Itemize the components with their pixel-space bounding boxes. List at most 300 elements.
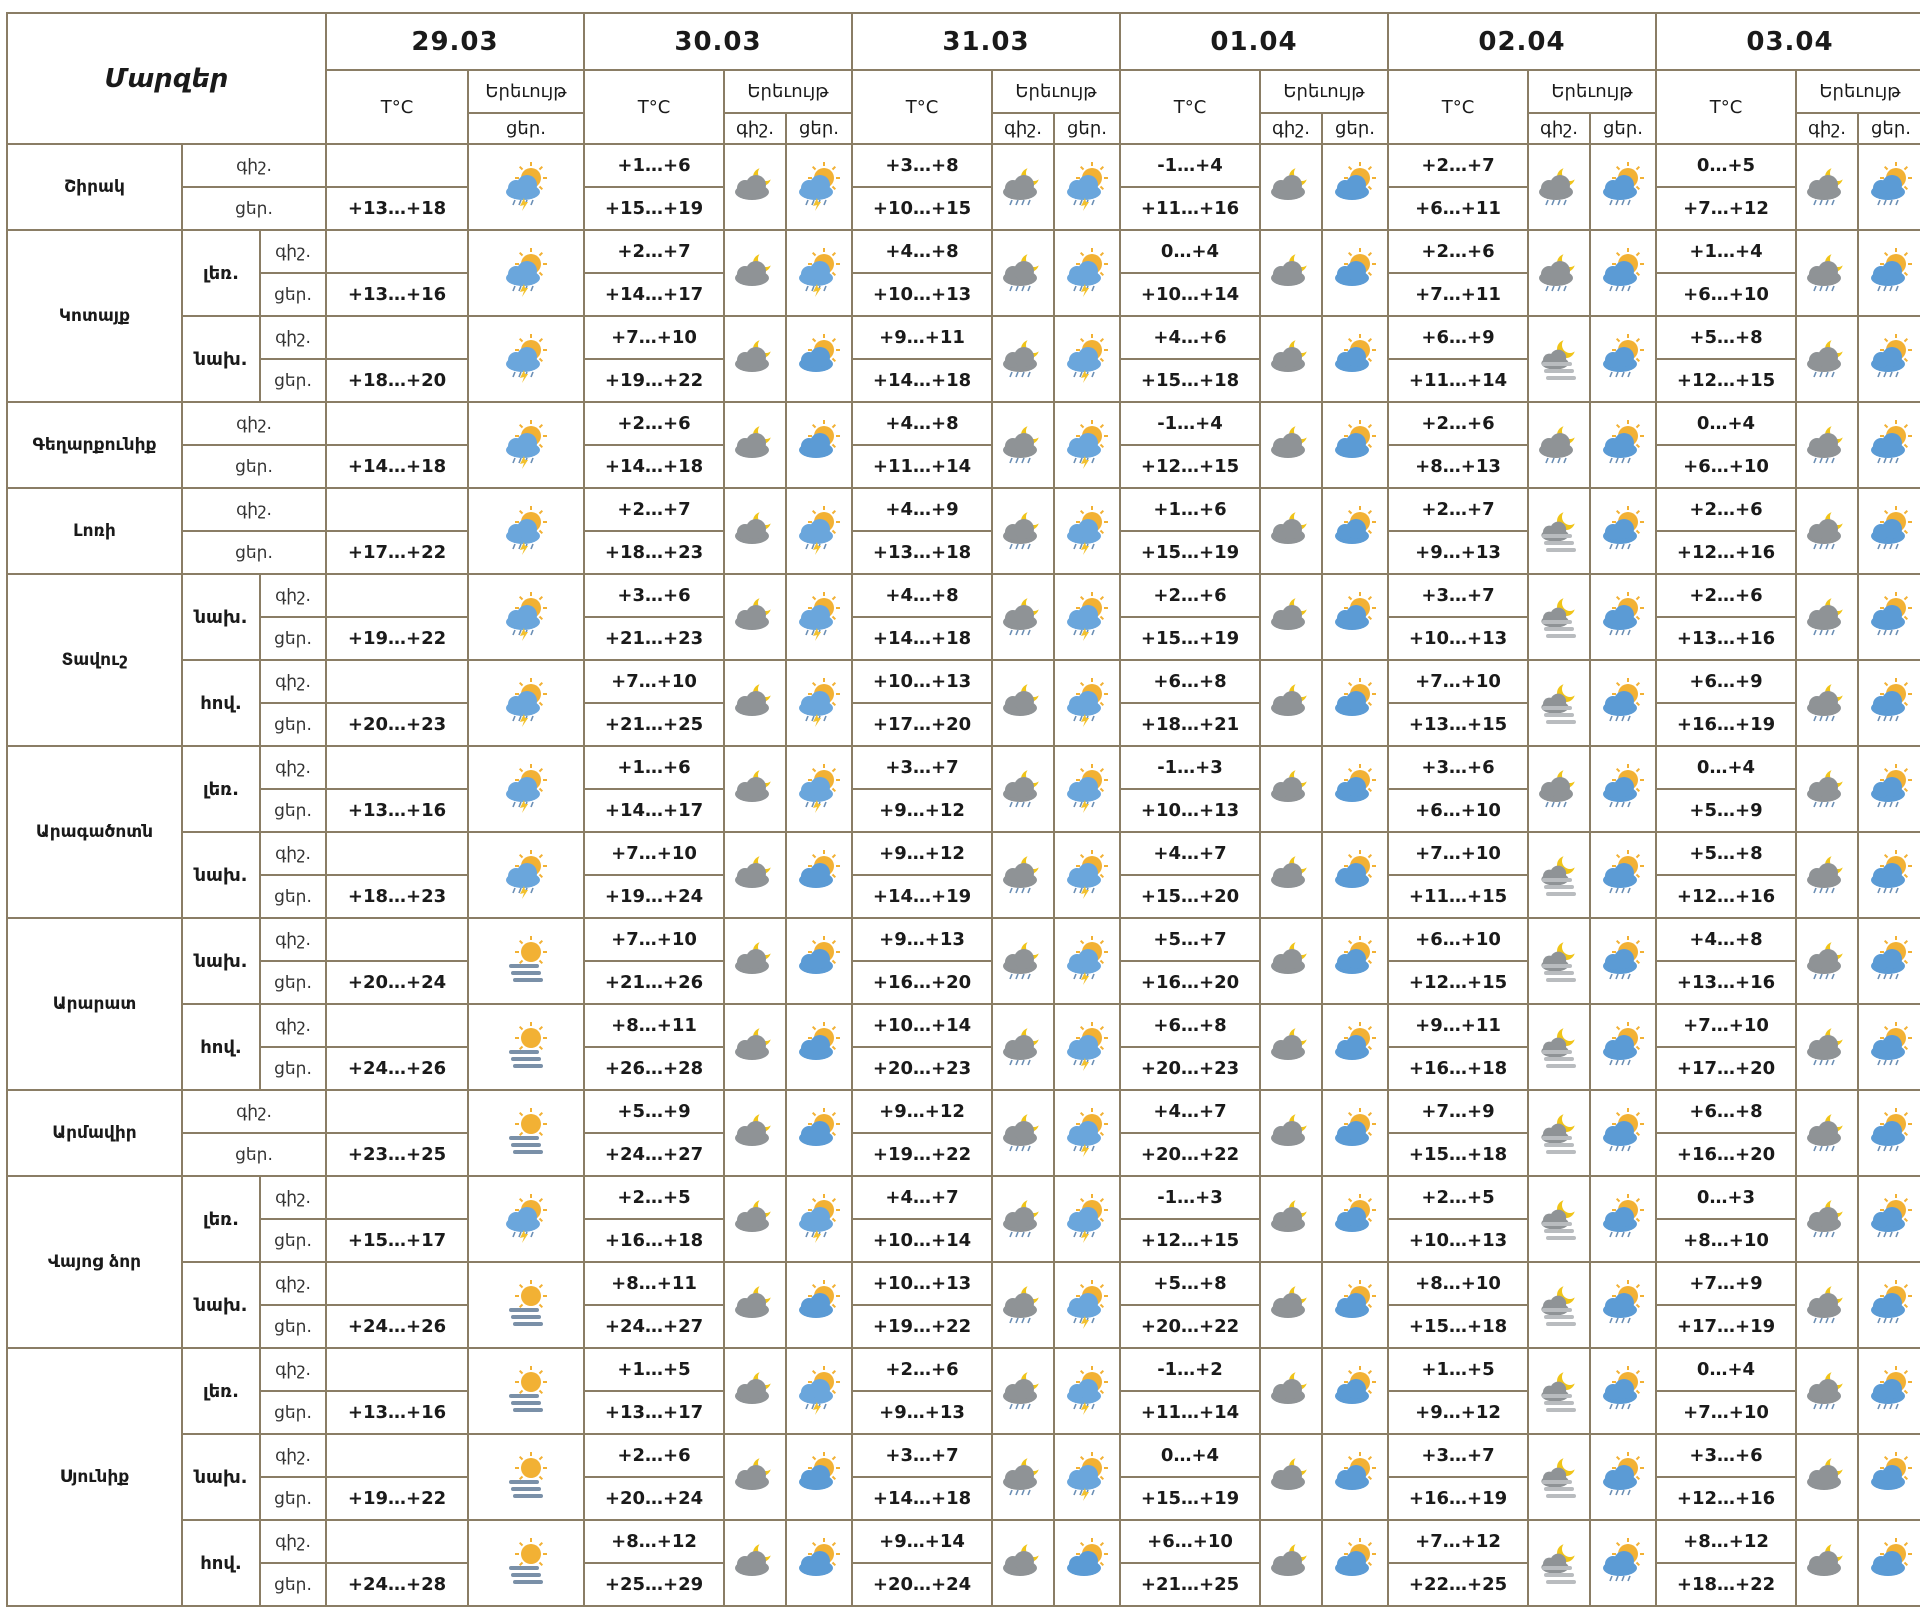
weather-icon-cell: [786, 316, 852, 402]
forecast-row: [7, 832, 1920, 875]
day-temperature: +10…+14: [852, 1219, 992, 1262]
weather-icon-cell: [1590, 144, 1656, 230]
night-temperature: +1…+5: [584, 1348, 724, 1391]
weather-icon-cell: [1322, 316, 1388, 402]
weather-icon-cell: [1260, 574, 1322, 660]
day-temperature: +13…+16: [326, 273, 468, 316]
weather-icon-cell: [1858, 1348, 1920, 1434]
weather-icon-cell: [786, 746, 852, 832]
day-temperature: +12…+16: [1656, 1477, 1796, 1520]
night-temperature: +5…+8: [1656, 316, 1796, 359]
weather-icon-cell: [1054, 918, 1120, 1004]
day-temperature: +20…+23: [852, 1047, 992, 1090]
time-of-day-label: գիշ.: [260, 1348, 326, 1391]
night-temperature: [326, 144, 468, 187]
weather-icon-cell: [786, 488, 852, 574]
day-temperature: +11…+15: [1388, 875, 1528, 918]
night-temperature: +4…+6: [1120, 316, 1260, 359]
day-temperature: +23…+25: [326, 1133, 468, 1176]
night-temperature: +9…+12: [852, 832, 992, 875]
night-temperature: +9…+11: [1388, 1004, 1528, 1047]
weather-icon-cell: [786, 1434, 852, 1520]
area-label: նախ.: [182, 918, 260, 1004]
forecast-row: [7, 488, 1920, 531]
area-label: լեռ.: [182, 230, 260, 316]
time-of-day-label: գիշ.: [260, 574, 326, 617]
temp-header: T°C: [1656, 70, 1796, 144]
weather-icon-cell: [1054, 1434, 1120, 1520]
area-label: հով.: [182, 1004, 260, 1090]
weather-icon-cell: [1322, 1262, 1388, 1348]
weather-icon-cell: [992, 1004, 1054, 1090]
night-temperature: +1…+6: [584, 746, 724, 789]
day-temperature: +6…+10: [1656, 273, 1796, 316]
day-temperature: +11…+14: [1388, 359, 1528, 402]
weather-icon-cell: [1054, 1176, 1120, 1262]
day-temperature: +20…+23: [326, 703, 468, 746]
time-of-day-label: ցեր.: [260, 875, 326, 918]
weather-icon-cell: [1590, 1176, 1656, 1262]
night-temperature: +8…+12: [1656, 1520, 1796, 1563]
day-temperature: +9…+13: [852, 1391, 992, 1434]
weather-icon-cell: [1260, 1348, 1322, 1434]
day-temperature: +24…+26: [326, 1047, 468, 1090]
time-of-day-label: ցեր.: [260, 359, 326, 402]
night-temperature: [326, 746, 468, 789]
day-temperature: +16…+18: [584, 1219, 724, 1262]
night-temperature: +2…+7: [1388, 144, 1528, 187]
weather-icon-cell: [1528, 1090, 1590, 1176]
day-temperature: +13…+16: [1656, 961, 1796, 1004]
weather-icon-cell: [1858, 660, 1920, 746]
night-temperature: [326, 316, 468, 359]
night-temperature: +1…+4: [1656, 230, 1796, 273]
area-label: նախ.: [182, 574, 260, 660]
weather-icon-cell: [992, 230, 1054, 316]
region-name: Արագածոտն: [7, 746, 182, 918]
day-temperature: +24…+27: [584, 1133, 724, 1176]
day-temperature: +18…+22: [1656, 1563, 1796, 1606]
day-temperature: +6…+10: [1388, 789, 1528, 832]
region-name: Կոտայք: [7, 230, 182, 402]
weather-icon-cell: [468, 230, 584, 316]
weather-icon-cell: [1054, 832, 1120, 918]
weather-icon-cell: [1590, 230, 1656, 316]
date-header: 01.04: [1120, 13, 1388, 70]
night-temperature: +5…+7: [1120, 918, 1260, 961]
night-temperature: +2…+7: [1388, 488, 1528, 531]
weather-icon-cell: [1054, 230, 1120, 316]
night-temperature: 0…+4: [1120, 230, 1260, 273]
day-temperature: +14…+18: [326, 445, 468, 488]
day-temperature: +15…+19: [1120, 531, 1260, 574]
weather-icon-cell: [1260, 488, 1322, 574]
weather-icon-cell: [1590, 1262, 1656, 1348]
time-of-day-label: ցեր.: [260, 703, 326, 746]
weather-icon-cell: [1260, 230, 1322, 316]
temp-header: T°C: [1120, 70, 1260, 144]
weather-icon-cell: [1322, 918, 1388, 1004]
time-of-day-label: ցեր.: [260, 273, 326, 316]
night-subheader: գիշ.: [724, 113, 786, 144]
night-temperature: +2…+6: [1656, 488, 1796, 531]
weather-icon-cell: [1590, 316, 1656, 402]
weather-icon-cell: [1796, 832, 1858, 918]
area-label: նախ.: [182, 1262, 260, 1348]
night-temperature: +7…+12: [1388, 1520, 1528, 1563]
weather-icon-cell: [1260, 1520, 1322, 1606]
night-temperature: 0…+4: [1656, 1348, 1796, 1391]
weather-icon-cell: [786, 1176, 852, 1262]
day-temperature: +14…+18: [852, 617, 992, 660]
night-subheader: գիշ.: [1260, 113, 1322, 144]
day-temperature: +12…+15: [1388, 961, 1528, 1004]
weather-icon-cell: [1590, 660, 1656, 746]
weather-icon-cell: [1054, 660, 1120, 746]
day-temperature: +8…+13: [1388, 445, 1528, 488]
weather-icon-cell: [1528, 832, 1590, 918]
phenomenon-header: Երեւույթ: [468, 70, 584, 113]
day-temperature: +13…+15: [1388, 703, 1528, 746]
night-temperature: +10…+14: [852, 1004, 992, 1047]
day-temperature: +16…+19: [1388, 1477, 1528, 1520]
temp-header: T°C: [584, 70, 724, 144]
weather-icon-cell: [1796, 1004, 1858, 1090]
day-temperature: +12…+15: [1120, 1219, 1260, 1262]
night-temperature: 0…+5: [1656, 144, 1796, 187]
day-temperature: +7…+10: [1656, 1391, 1796, 1434]
weather-icon-cell: [1858, 918, 1920, 1004]
weather-icon-cell: [992, 316, 1054, 402]
day-temperature: +15…+18: [1388, 1133, 1528, 1176]
weather-icon-cell: [1528, 574, 1590, 660]
time-of-day-label: ցեր.: [182, 445, 326, 488]
night-subheader: գիշ.: [1528, 113, 1590, 144]
day-temperature: +19…+22: [852, 1305, 992, 1348]
weather-icon-cell: [1858, 832, 1920, 918]
day-subheader: ցեր.: [1322, 113, 1388, 144]
weather-icon-cell: [1858, 1434, 1920, 1520]
day-temperature: +19…+24: [584, 875, 724, 918]
table-title: Մարզեր: [7, 13, 326, 144]
night-temperature: +4…+8: [1656, 918, 1796, 961]
weather-icon-cell: [724, 1090, 786, 1176]
weather-icon-cell: [992, 1262, 1054, 1348]
weather-icon-cell: [1054, 1348, 1120, 1434]
weather-icon-cell: [1260, 144, 1322, 230]
time-of-day-label: գիշ.: [182, 1090, 326, 1133]
weather-icon-cell: [468, 488, 584, 574]
day-temperature: +10…+13: [1388, 617, 1528, 660]
night-temperature: [326, 1262, 468, 1305]
temp-header: T°C: [852, 70, 992, 144]
night-temperature: +7…+10: [1656, 1004, 1796, 1047]
night-temperature: +10…+13: [852, 660, 992, 703]
day-temperature: +11…+16: [1120, 187, 1260, 230]
time-of-day-label: գիշ.: [260, 660, 326, 703]
day-temperature: +20…+24: [852, 1563, 992, 1606]
forecast-row: [7, 918, 1920, 961]
weather-icon-cell: [1054, 1004, 1120, 1090]
weather-icon-cell: [1796, 918, 1858, 1004]
night-temperature: 0…+4: [1656, 746, 1796, 789]
weather-icon-cell: [1528, 1520, 1590, 1606]
weather-icon-cell: [1322, 1348, 1388, 1434]
weather-icon-cell: [1054, 1090, 1120, 1176]
weather-icon-cell: [1590, 746, 1656, 832]
time-of-day-label: ցեր.: [260, 789, 326, 832]
night-temperature: +6…+8: [1656, 1090, 1796, 1133]
date-header: 30.03: [584, 13, 852, 70]
weather-icon-cell: [1322, 488, 1388, 574]
night-temperature: +5…+8: [1120, 1262, 1260, 1305]
weather-icon-cell: [1260, 316, 1322, 402]
day-temperature: +16…+20: [1656, 1133, 1796, 1176]
weather-icon-cell: [468, 1090, 584, 1176]
night-temperature: [326, 1520, 468, 1563]
weather-icon-cell: [1796, 1434, 1858, 1520]
night-temperature: [326, 574, 468, 617]
weather-icon-cell: [1260, 402, 1322, 488]
weather-icon-cell: [724, 574, 786, 660]
day-temperature: +12…+16: [1656, 531, 1796, 574]
day-temperature: +14…+18: [584, 445, 724, 488]
weather-icon-cell: [724, 488, 786, 574]
night-temperature: [326, 1434, 468, 1477]
weather-icon-cell: [724, 1434, 786, 1520]
night-temperature: 0…+4: [1656, 402, 1796, 445]
region-name: Սյունիք: [7, 1348, 182, 1606]
night-temperature: +9…+11: [852, 316, 992, 359]
night-temperature: [326, 1090, 468, 1133]
weather-icon-cell: [1528, 660, 1590, 746]
weather-icon-cell: [724, 1176, 786, 1262]
weather-icon-cell: [1858, 230, 1920, 316]
day-temperature: +18…+23: [326, 875, 468, 918]
night-temperature: +9…+14: [852, 1520, 992, 1563]
day-temperature: +16…+18: [1388, 1047, 1528, 1090]
day-temperature: +15…+18: [1388, 1305, 1528, 1348]
time-of-day-label: ցեր.: [260, 1219, 326, 1262]
night-temperature: +8…+10: [1388, 1262, 1528, 1305]
day-temperature: +20…+24: [326, 961, 468, 1004]
time-of-day-label: գիշ.: [260, 1262, 326, 1305]
night-temperature: +2…+5: [584, 1176, 724, 1219]
day-temperature: +15…+19: [584, 187, 724, 230]
day-temperature: +18…+23: [584, 531, 724, 574]
night-temperature: +3…+6: [584, 574, 724, 617]
night-temperature: +2…+7: [584, 230, 724, 273]
weather-icon-cell: [1796, 1348, 1858, 1434]
weather-icon-cell: [1796, 488, 1858, 574]
area-label: նախ.: [182, 316, 260, 402]
weather-icon-cell: [724, 746, 786, 832]
weather-icon-cell: [1796, 1090, 1858, 1176]
day-temperature: +21…+25: [1120, 1563, 1260, 1606]
weather-icon-cell: [1322, 1434, 1388, 1520]
forecast-row: [7, 1262, 1920, 1305]
night-temperature: +2…+6: [1656, 574, 1796, 617]
time-of-day-label: ցեր.: [182, 1133, 326, 1176]
weather-icon-cell: [1858, 144, 1920, 230]
day-temperature: +17…+22: [326, 531, 468, 574]
forecast-table: [6, 12, 1920, 1607]
day-temperature: +21…+25: [584, 703, 724, 746]
weather-icon-cell: [724, 1004, 786, 1090]
weather-icon-cell: [992, 660, 1054, 746]
forecast-row: [7, 574, 1920, 617]
weather-icon-cell: [992, 1520, 1054, 1606]
night-temperature: +8…+11: [584, 1262, 724, 1305]
night-temperature: +4…+8: [852, 574, 992, 617]
weather-icon-cell: [468, 1004, 584, 1090]
night-temperature: +2…+6: [852, 1348, 992, 1391]
weather-icon-cell: [1796, 230, 1858, 316]
day-temperature: +15…+18: [1120, 359, 1260, 402]
weather-icon-cell: [1590, 402, 1656, 488]
time-of-day-label: գիշ.: [260, 1434, 326, 1477]
day-temperature: +21…+26: [584, 961, 724, 1004]
day-temperature: +24…+27: [584, 1305, 724, 1348]
weather-icon-cell: [468, 832, 584, 918]
day-temperature: +20…+22: [1120, 1305, 1260, 1348]
weather-icon-cell: [1260, 1090, 1322, 1176]
weather-icon-cell: [992, 918, 1054, 1004]
day-temperature: +19…+22: [852, 1133, 992, 1176]
time-of-day-label: գիշ.: [260, 316, 326, 359]
forecast-row: [7, 1434, 1920, 1477]
day-temperature: +15…+17: [326, 1219, 468, 1262]
night-temperature: +3…+8: [852, 144, 992, 187]
weather-icon-cell: [1858, 746, 1920, 832]
weather-icon-cell: [468, 1348, 584, 1434]
weather-icon-cell: [1590, 1434, 1656, 1520]
weather-icon-cell: [1528, 1348, 1590, 1434]
night-temperature: +3…+7: [1388, 574, 1528, 617]
weather-icon-cell: [1322, 1520, 1388, 1606]
weather-icon-cell: [1590, 488, 1656, 574]
weather-icon-cell: [1054, 144, 1120, 230]
weather-icon-cell: [1528, 918, 1590, 1004]
night-subheader: գիշ.: [1796, 113, 1858, 144]
night-temperature: +4…+7: [1120, 1090, 1260, 1133]
weather-icon-cell: [468, 1520, 584, 1606]
night-temperature: +5…+8: [1656, 832, 1796, 875]
time-of-day-label: ցեր.: [260, 1047, 326, 1090]
weather-icon-cell: [1796, 1520, 1858, 1606]
night-temperature: [326, 230, 468, 273]
night-temperature: +4…+7: [1120, 832, 1260, 875]
night-temperature: +1…+6: [584, 144, 724, 187]
night-temperature: +7…+10: [584, 918, 724, 961]
weather-icon-cell: [1528, 1176, 1590, 1262]
night-temperature: +3…+7: [1388, 1434, 1528, 1477]
forecast-row: [7, 402, 1920, 445]
time-of-day-label: գիշ.: [260, 918, 326, 961]
weather-icon-cell: [468, 1176, 584, 1262]
time-of-day-label: ցեր.: [260, 1391, 326, 1434]
phenomenon-header: Երեւույթ: [1796, 70, 1920, 113]
night-temperature: +6…+9: [1656, 660, 1796, 703]
night-subheader: գիշ.: [992, 113, 1054, 144]
day-temperature: +11…+14: [852, 445, 992, 488]
weather-icon-cell: [1590, 574, 1656, 660]
night-temperature: +8…+12: [584, 1520, 724, 1563]
day-subheader: ցեր.: [468, 113, 584, 144]
weather-icon-cell: [992, 1176, 1054, 1262]
day-temperature: +16…+20: [1120, 961, 1260, 1004]
night-temperature: -1…+4: [1120, 144, 1260, 187]
night-temperature: +3…+7: [852, 1434, 992, 1477]
region-name: Գեղարքունիք: [7, 402, 182, 488]
day-temperature: +22…+25: [1388, 1563, 1528, 1606]
forecast-row: [7, 746, 1920, 789]
day-temperature: +24…+26: [326, 1305, 468, 1348]
weather-icon-cell: [1590, 832, 1656, 918]
weather-icon-cell: [992, 402, 1054, 488]
night-temperature: 0…+3: [1656, 1176, 1796, 1219]
night-temperature: +8…+11: [584, 1004, 724, 1047]
weather-icon-cell: [992, 1348, 1054, 1434]
day-temperature: +6…+10: [1656, 445, 1796, 488]
time-of-day-label: գիշ.: [182, 402, 326, 445]
day-subheader: ցեր.: [1054, 113, 1120, 144]
night-temperature: [326, 488, 468, 531]
day-temperature: +14…+18: [852, 359, 992, 402]
weather-icon-cell: [1528, 1262, 1590, 1348]
weather-icon-cell: [1054, 1262, 1120, 1348]
day-temperature: +13…+17: [584, 1391, 724, 1434]
night-temperature: +7…+9: [1656, 1262, 1796, 1305]
night-temperature: +6…+9: [1388, 316, 1528, 359]
weather-icon-cell: [1322, 1090, 1388, 1176]
night-temperature: [326, 1004, 468, 1047]
region-name: Արմավիր: [7, 1090, 182, 1176]
night-temperature: +7…+10: [584, 316, 724, 359]
day-temperature: +12…+15: [1120, 445, 1260, 488]
day-subheader: ցեր.: [786, 113, 852, 144]
day-temperature: +10…+13: [852, 273, 992, 316]
time-of-day-label: գիշ.: [182, 488, 326, 531]
night-temperature: +6…+10: [1120, 1520, 1260, 1563]
weather-icon-cell: [1528, 316, 1590, 402]
area-label: հով.: [182, 1520, 260, 1606]
night-temperature: -1…+4: [1120, 402, 1260, 445]
weather-icon-cell: [1796, 144, 1858, 230]
weather-icon-cell: [786, 1520, 852, 1606]
day-subheader: ցեր.: [1858, 113, 1920, 144]
weather-icon-cell: [1796, 316, 1858, 402]
day-temperature: +13…+16: [326, 789, 468, 832]
night-temperature: +7…+10: [584, 660, 724, 703]
weather-icon-cell: [1260, 918, 1322, 1004]
weather-icon-cell: [786, 1348, 852, 1434]
day-temperature: +6…+11: [1388, 187, 1528, 230]
day-temperature: +14…+17: [584, 789, 724, 832]
day-temperature: +19…+22: [326, 1477, 468, 1520]
weather-icon-cell: [724, 144, 786, 230]
weather-icon-cell: [786, 918, 852, 1004]
weather-icon-cell: [1260, 1176, 1322, 1262]
weather-icon-cell: [1796, 574, 1858, 660]
weather-icon-cell: [1054, 402, 1120, 488]
night-temperature: +6…+8: [1120, 1004, 1260, 1047]
weather-icon-cell: [786, 144, 852, 230]
area-label: լեռ.: [182, 1176, 260, 1262]
weather-icon-cell: [992, 488, 1054, 574]
weather-icon-cell: [1528, 1434, 1590, 1520]
time-of-day-label: ցեր.: [260, 1563, 326, 1606]
